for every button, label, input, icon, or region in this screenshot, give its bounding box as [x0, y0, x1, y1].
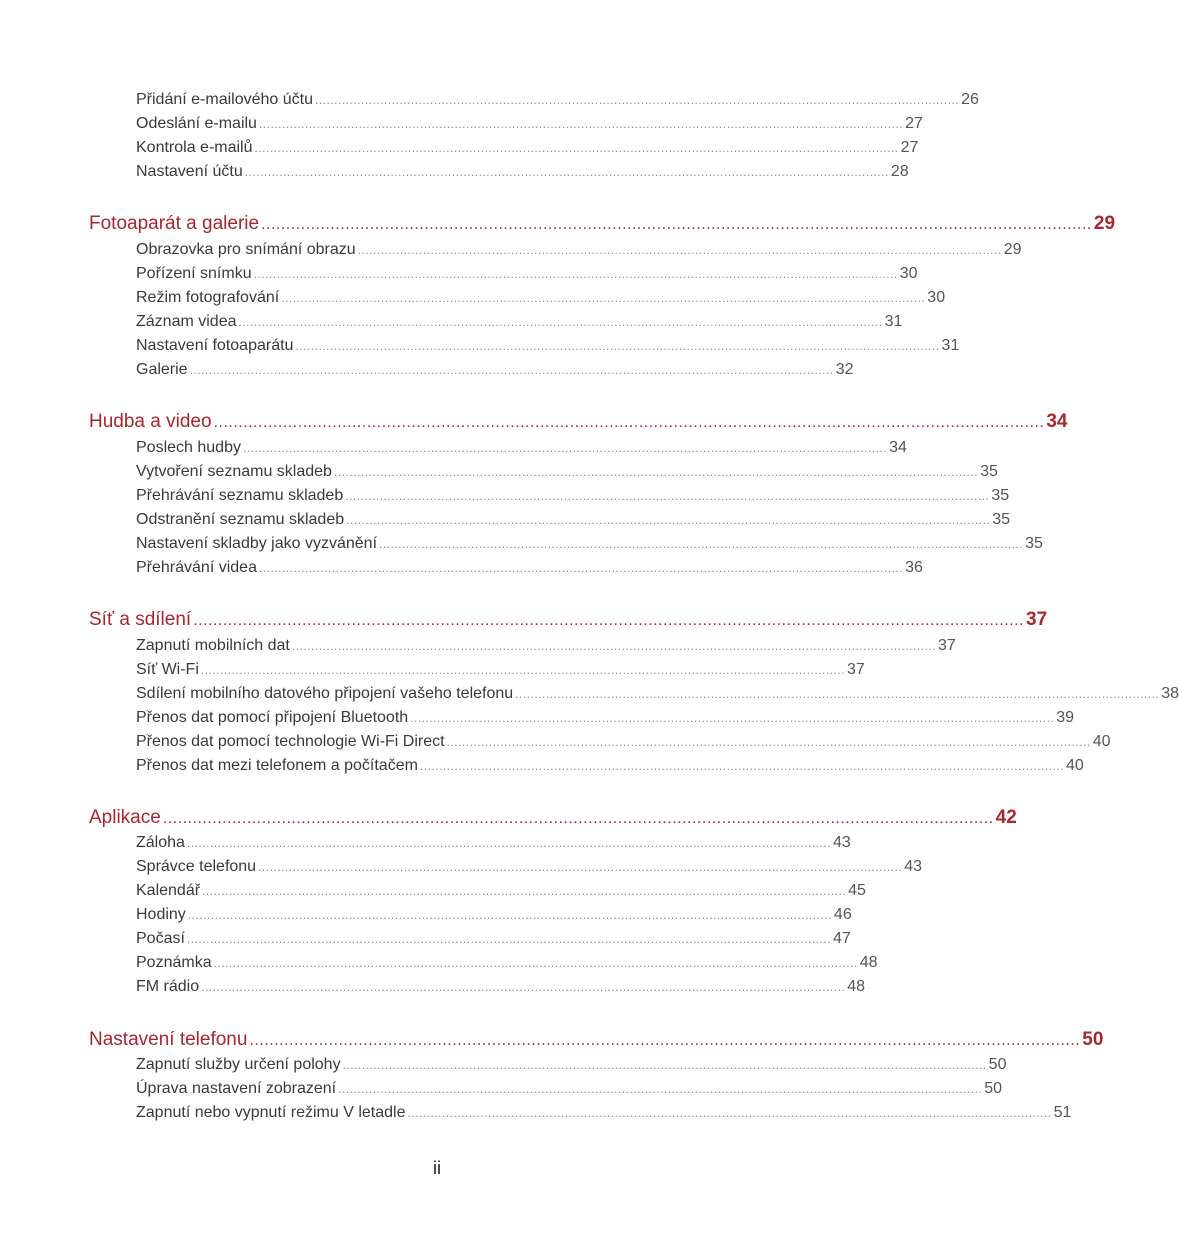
dot-leader: ........................................................................................................................................................................ — [357, 243, 1002, 257]
toc-entry-page: 43 — [904, 858, 922, 875]
toc-section-page: 42 — [995, 807, 1017, 828]
toc-entry-title: Záznam videa — [136, 313, 237, 330]
dot-leader: ........................................................................................................................................................................ — [213, 956, 858, 970]
dot-leader: ........................................................................................................................................................................ — [201, 980, 846, 994]
toc-entry-page: 40 — [1066, 757, 1084, 774]
toc-entry-page: 39 — [1056, 709, 1075, 726]
toc-entry[interactable] — [136, 535, 1043, 553]
toc-entry-title: Správce telefonu — [136, 858, 257, 875]
toc-entry-page: 29 — [1003, 241, 1022, 258]
toc-section-page: 34 — [1046, 411, 1068, 432]
toc-entry-page: 47 — [833, 930, 851, 947]
dot-leader: ........................................................................................................................................................................ — [281, 291, 926, 305]
dot-leader: ........................................................................................................................................................................ — [346, 513, 991, 527]
toc-entry[interactable] — [136, 834, 851, 852]
dot-leader: ........................................................................................................................................................................ — [186, 836, 832, 850]
toc-entry-page: 31 — [884, 313, 903, 330]
toc-entry-title: Galerie — [136, 361, 188, 378]
dot-leader: ........................................................................................................................................................................ — [244, 165, 889, 179]
page-number: ii — [433, 1158, 441, 1178]
dot-leader: ........................................................................................................................................................................ — [213, 414, 1045, 431]
dot-leader: ........................................................................................................................................................................ — [238, 315, 883, 329]
toc-entry[interactable] — [136, 265, 918, 283]
toc-entry-title: Nastavení skladby jako vyzvánění — [136, 535, 378, 552]
toc-entry-title: Záloha — [136, 834, 185, 851]
toc-entry-page: 35 — [992, 511, 1011, 528]
toc-entry[interactable] — [136, 757, 1084, 775]
toc-entry[interactable] — [136, 91, 979, 109]
toc-section-page: 50 — [1082, 1029, 1104, 1050]
dot-leader: ........................................................................................................................................................................ — [345, 489, 990, 503]
toc-entry-title: Přehrávání seznamu skladeb — [136, 487, 344, 504]
dot-leader: ........................................................................................................................................................................ — [258, 860, 903, 874]
toc-entry[interactable] — [136, 733, 1111, 751]
dot-leader: ........................................................................................................................................................................ — [410, 711, 1055, 725]
dot-leader: ........................................................................................................................................................................ — [407, 1106, 1052, 1120]
dot-leader: ........................................................................................................................................................................ — [258, 117, 904, 131]
toc-section-title: Fotoaparát a galerie — [89, 213, 260, 234]
toc-entry-title: Vytvoření seznamu skladeb — [136, 463, 332, 480]
toc-entry-title: Nastavení účtu — [136, 163, 243, 180]
toc-entry[interactable] — [136, 337, 960, 355]
toc-entry[interactable] — [136, 487, 1010, 505]
dot-leader: ........................................................................................................................................................................ — [162, 810, 994, 827]
toc-entry-page: 28 — [890, 163, 909, 180]
toc-entry-title: Sdílení mobilního datového připojení vašeho telefonu — [136, 685, 514, 702]
toc-entry-title: Přidání e-mailového účtu — [136, 91, 313, 108]
toc-entry[interactable] — [136, 930, 851, 948]
toc-entry-page: 37 — [846, 661, 865, 678]
toc-entry-page: 35 — [991, 487, 1010, 504]
toc-entry[interactable] — [136, 463, 998, 481]
toc-entry-title: Poznámka — [136, 954, 212, 971]
toc-entry[interactable] — [136, 289, 946, 307]
toc-entry[interactable] — [136, 439, 907, 457]
toc-entry-title: Odeslání e-mailu — [136, 115, 257, 132]
toc-entry-title: Hodiny — [136, 906, 186, 923]
toc-entry-title: Počasí — [136, 930, 185, 947]
toc-section-heading[interactable] — [89, 807, 1017, 829]
dot-leader: ........................................................................................................................................................................ — [186, 932, 832, 946]
dot-leader: ........................................................................................................................................................................ — [419, 759, 1065, 773]
toc-entry-title: Obrazovka pro snímání obrazu — [136, 241, 356, 258]
toc-section-title: Hudba a video — [89, 411, 212, 432]
dot-leader: ........................................................................................................................................................................ — [291, 639, 936, 653]
toc-entry[interactable] — [136, 906, 852, 924]
dot-leader: ........................................................................................................................................................................ — [242, 441, 888, 455]
toc-entry-title: Přenos dat pomocí technologie Wi-Fi Direct — [136, 733, 445, 750]
toc-entry-title: Zapnutí mobilních dat — [136, 637, 290, 654]
dot-leader: ........................................................................................................................................................................ — [338, 1082, 983, 1096]
dot-leader: ........................................................................................................................................................................ — [379, 537, 1024, 551]
dot-leader: ........................................................................................................................................................................ — [200, 663, 845, 677]
toc-entry[interactable] — [136, 115, 923, 133]
dot-leader: ........................................................................................................................................................................ — [187, 908, 832, 922]
toc-entry[interactable] — [136, 511, 1011, 529]
toc-entry-page: 43 — [833, 834, 851, 851]
toc-entry-title: Zapnutí služby určení polohy — [136, 1056, 341, 1073]
dot-leader: ........................................................................................................................................................................ — [202, 884, 847, 898]
toc-entry-page: 31 — [941, 337, 960, 354]
toc-section-title: Aplikace — [89, 807, 161, 828]
dot-leader: ........................................................................................................................................................................ — [446, 735, 1091, 749]
toc-entry[interactable] — [136, 361, 854, 379]
toc-section-title: Nastavení telefonu — [89, 1029, 248, 1050]
toc-entry-title: Kalendář — [136, 882, 201, 899]
toc-entry-page: 50 — [988, 1056, 1007, 1073]
toc-entry-title: Přenos dat pomocí připojení Bluetooth — [136, 709, 409, 726]
toc-entry-title: FM rádio — [136, 978, 200, 995]
toc-entry[interactable] — [136, 978, 866, 996]
toc-entry-title: Kontrola e-mailů — [136, 139, 253, 156]
toc-entry[interactable] — [136, 637, 956, 655]
toc-entry[interactable] — [136, 559, 923, 577]
toc-entry[interactable] — [136, 709, 1075, 727]
toc-entry-page: 40 — [1092, 733, 1111, 750]
dot-leader: ........................................................................................................................................................................ — [295, 339, 940, 353]
toc-entry-page: 37 — [937, 637, 956, 654]
toc-entry-page: 30 — [927, 289, 946, 306]
toc-entry[interactable] — [136, 241, 1022, 259]
toc-entry[interactable] — [136, 954, 878, 972]
toc-entry-page: 48 — [859, 954, 878, 971]
toc-section-heading[interactable] — [89, 213, 1116, 235]
toc-entry-page: 50 — [984, 1080, 1003, 1097]
toc-section-title: Síť a sdílení — [89, 609, 192, 630]
toc-entry-page: 45 — [848, 882, 866, 899]
toc-entry[interactable] — [136, 882, 866, 900]
toc-section-heading[interactable] — [89, 609, 1048, 631]
toc-entry-page: 51 — [1053, 1104, 1072, 1121]
toc-entry[interactable] — [136, 1104, 1072, 1122]
toc-entry-page: 35 — [980, 463, 998, 480]
toc-entry[interactable] — [136, 313, 903, 331]
toc-entry-title: Poslech hudby — [136, 439, 241, 456]
dot-leader: ........................................................................................................................................................................ — [333, 465, 979, 479]
dot-leader: ........................................................................................................................................................................ — [261, 216, 1092, 233]
dot-leader: ........................................................................................................................................................................ — [254, 141, 899, 155]
toc-section-page: 37 — [1026, 609, 1048, 630]
toc-entry[interactable] — [136, 139, 919, 157]
toc-entry-page: 27 — [900, 139, 919, 156]
toc-entry-page: 35 — [1025, 535, 1043, 552]
toc-entry-title: Úprava nastavení zobrazení — [136, 1080, 337, 1097]
toc-entry-title: Pořízení snímku — [136, 265, 252, 282]
dot-leader: ........................................................................................................................................................................ — [189, 363, 834, 377]
toc-entry-page: 32 — [835, 361, 854, 378]
toc-entry[interactable] — [136, 685, 1179, 703]
toc-entry-page: 30 — [899, 265, 918, 282]
toc-entry[interactable] — [136, 163, 909, 181]
toc-section-page: 29 — [1093, 213, 1116, 234]
toc-entry[interactable] — [136, 1080, 1003, 1098]
toc-entry-title: Síť Wi-Fi — [136, 661, 199, 678]
toc-entry-title: Nastavení fotoaparátu — [136, 337, 294, 354]
toc-entry-page: 26 — [961, 91, 979, 108]
dot-leader: ........................................................................................................................................................................ — [342, 1058, 987, 1072]
dot-leader: ........................................................................................................................................................................ — [249, 1032, 1081, 1049]
toc-section-heading[interactable] — [89, 411, 1068, 433]
toc-entry[interactable] — [136, 858, 922, 876]
toc-entry-title: Přehrávání videa — [136, 559, 257, 576]
toc-entry-page: 34 — [889, 439, 907, 456]
toc-entry-page: 46 — [833, 906, 852, 923]
toc-entry-title: Zapnutí nebo vypnutí režimu V letadle — [136, 1104, 406, 1121]
dot-leader: ........................................................................................................................................................................ — [193, 612, 1024, 629]
dot-leader: ........................................................................................................................................................................ — [515, 687, 1160, 701]
toc-entry[interactable] — [136, 661, 865, 679]
dot-leader: ........................................................................................................................................................................ — [253, 267, 898, 281]
toc-entry-page: 27 — [905, 115, 923, 132]
toc-entry-page: 38 — [1161, 685, 1179, 702]
toc-entry-title: Přenos dat mezi telefonem a počítačem — [136, 757, 418, 774]
toc-entry-page: 48 — [847, 978, 866, 995]
toc-entry-page: 36 — [905, 559, 923, 576]
toc-entry[interactable] — [136, 1056, 1007, 1074]
toc-entry-title: Odstranění seznamu skladeb — [136, 511, 345, 528]
dot-leader: ........................................................................................................................................................................ — [258, 561, 904, 575]
dot-leader: ........................................................................................................................................................................ — [314, 93, 960, 107]
toc-entry-title: Režim fotografování — [136, 289, 280, 306]
toc-section-heading[interactable] — [89, 1029, 1104, 1051]
